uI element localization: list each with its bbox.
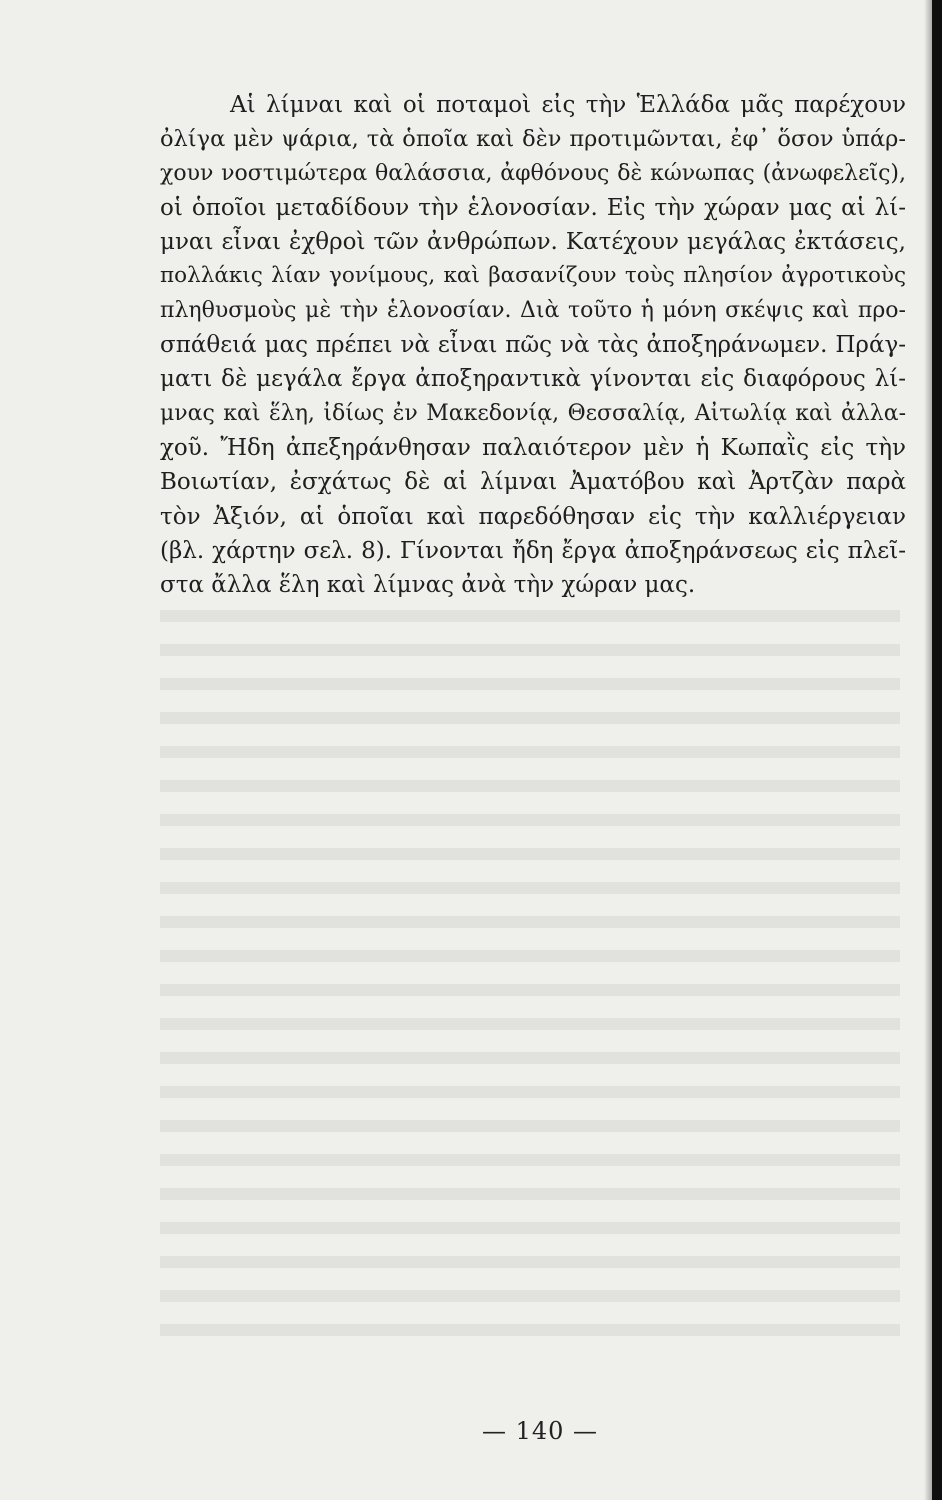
paragraph-line: μνας καὶ ἕλη, ἰδίως ἐν Μακεδονίᾳ, Θεσσαλίᾳ, Αἰτωλίᾳ καὶ ἀλλα- (160, 400, 906, 426)
paragraph-line: οἱ ὁποῖοι μεταδίδουν τὴν ἑλονοσίαν. Εἰς τὴν χώραν μας αἱ λί- (160, 194, 906, 221)
paragraph-line: ὀλίγα μὲν ψάρια, τὰ ὁποῖα καὶ δὲν προτιμῶνται, ἐφ᾽ ὅσον ὑπάρ- (160, 126, 906, 153)
paragraph-line: στα ἄλλα ἕλη καὶ λίμνας ἀνὰ τὴν χώραν μας. (160, 572, 696, 599)
page-edge (932, 0, 942, 1500)
paragraph-line: πολλάκις λίαν γονίμους, καὶ βασανίζουν τοὺς πλησίον ἀγροτικοὺς (160, 263, 906, 289)
paragraph-line: τὸν Ἀξιόν, αἱ ὁποῖαι καὶ παρεδόθησαν εἰς τὴν καλλιέργειαν (160, 503, 906, 530)
paragraph-line: (βλ. χάρτην σελ. 8). Γίνονται ἤδη ἔργα ἀποξηράνσεως εἰς πλεῖ- (160, 537, 906, 564)
body-paragraph (160, 88, 906, 602)
paragraph-line: Βοιωτίαν, ἐσχάτως δὲ αἱ λίμναι Ἀματόβου καὶ Ἀρτζὰν παρὰ (160, 469, 906, 496)
paragraph-line: σπάθειά μας πρέπει νὰ εἶναι πῶς νὰ τὰς ἀποξηράνωμεν. Πράγ- (160, 332, 906, 359)
paragraph-line: πληθυσμοὺς μὲ τὴν ἑλονοσίαν. Διὰ τοῦτο ἡ μόνη σκέψις καὶ προ- (160, 297, 906, 323)
paragraph-line: Αἱ λίμναι καὶ οἱ ποταμοὶ εἰς τὴν Ἑλλάδα μᾶς παρέχουν (230, 92, 906, 118)
page-edge-shadow (924, 0, 932, 1500)
paragraph-line: μναι εἶναι ἐχθροὶ τῶν ἀνθρώπων. Κατέχουν μεγάλας ἐκτάσεις, (160, 229, 906, 256)
paragraph-line: ματι δὲ μεγάλα ἔργα ἀποξηραντικὰ γίνονται εἰς διαφόρους λί- (160, 366, 906, 393)
paragraph-line: χουν νοστιμώτερα θαλάσσια, ἀφθόνους δὲ κώνωπας (ἀνωφελεῖς), (160, 160, 906, 186)
paragraph-line: χοῦ. Ἤδη ἀπεξηράνθησαν παλαιότερον μὲν ἡ Κωπαῒς εἰς τὴν (160, 434, 906, 461)
page-number: — 140 — (481, 1417, 599, 1445)
show-through-text (160, 610, 900, 1340)
